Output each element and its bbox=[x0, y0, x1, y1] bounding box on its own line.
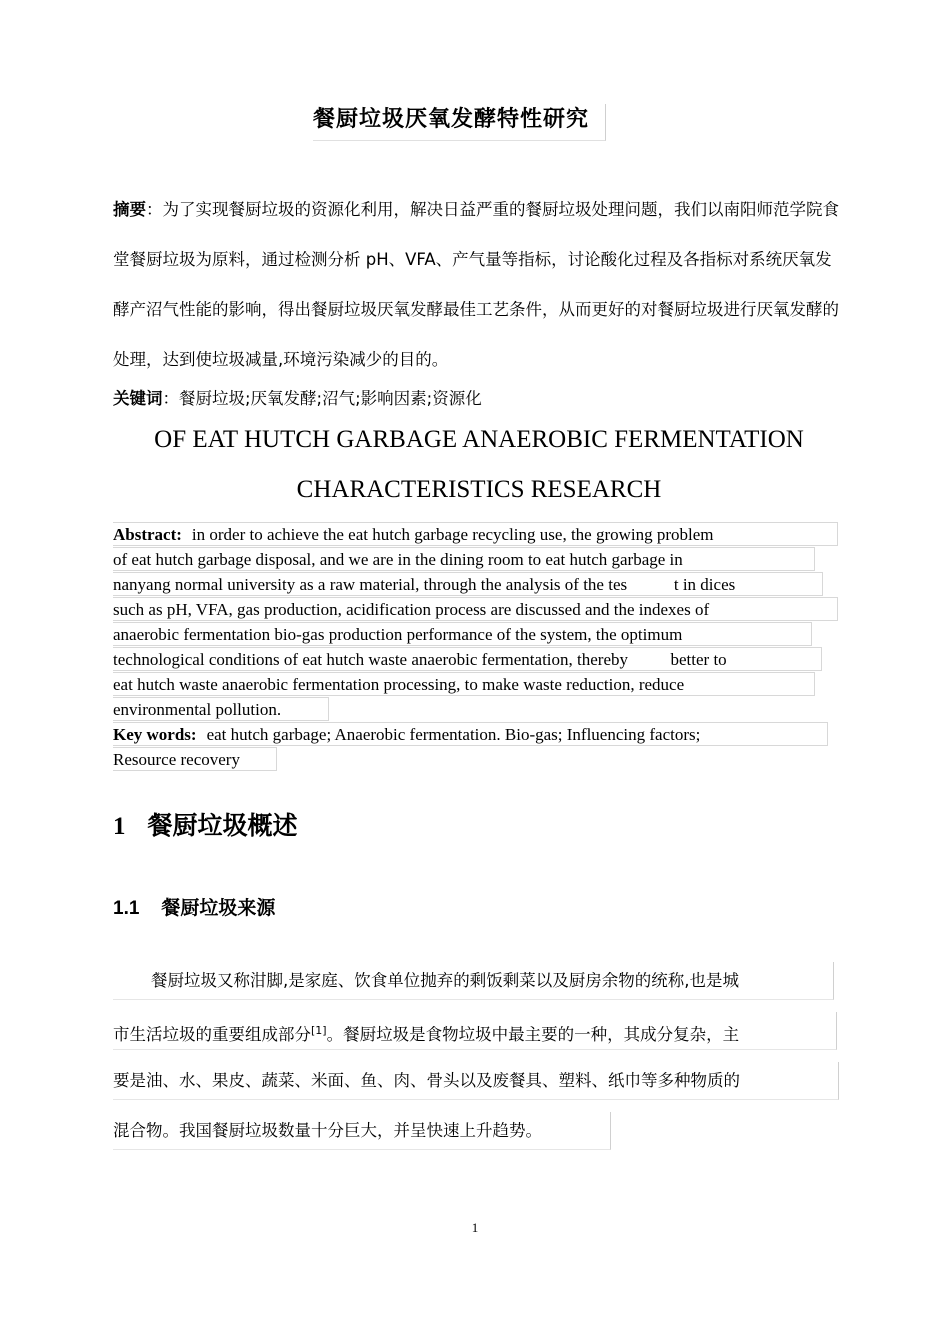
abstract-english-line: such as pH, VFA, gas production, acidification process are discussed and the indexes of bbox=[113, 597, 838, 621]
page-title-chinese: 餐厨垃圾厌氧发酵特性研究 bbox=[313, 104, 606, 141]
english-title-line-2: CHARACTERISTICS RESEARCH bbox=[296, 476, 662, 503]
paragraph-line: 混合物。我国餐厨垃圾数量十分巨大，并呈快速上升趋势。 bbox=[113, 1112, 611, 1150]
abstract-english-line: eat hutch waste anaerobic fermentation processing, to make waste reduction, reduce bbox=[113, 672, 815, 696]
keywords-chinese bbox=[113, 385, 482, 413]
abstract-text-chinese: 为了实现餐厨垃圾的资源化利用，解决日益严重的餐厨垃圾处理问题，我们以南阳师范学院食堂餐厨垃圾为原料，通过检测分析 pH、VFA、产气量等指标，讨论酸化过程及各指标对系统厌氧发酵产沼气性能的影响，得出餐厨垃圾厌氧发酵最佳工艺条件，从而更好的对餐厨垃圾进行厌氧发酵的处理，达到使垃圾减量,环境污染减少的目的。 bbox=[113, 200, 839, 369]
keywords-separator-chinese: ： bbox=[162, 389, 179, 408]
keywords-english-text: eat hutch garbage; Anaerobic fermentation. Bio-gas; Influencing factors; bbox=[206, 725, 701, 744]
english-title-line-1: OF EAT HUTCH GARBAGE ANAEROBIC FERMENTATION bbox=[154, 426, 804, 453]
abstract-separator-chinese: ： bbox=[146, 200, 163, 219]
section-heading-1 bbox=[113, 806, 298, 842]
abstract-english-line: of eat hutch garbage disposal, and we are in the dining room to eat hutch garbage in bbox=[113, 547, 815, 571]
subsection-number: 1.1 bbox=[113, 898, 140, 919]
abstract-english-line: technological conditions of eat hutch waste anaerobic fermentation, thereby better to bbox=[113, 647, 822, 671]
keywords-english-line: Resource recovery bbox=[113, 747, 277, 771]
abstract-label-chinese: 摘要 bbox=[113, 200, 146, 219]
citation-ref: [1] bbox=[311, 1024, 327, 1037]
abstract-english-line: anaerobic fermentation bio-gas production performance of the system, the optimum bbox=[113, 622, 812, 646]
paragraph-line: 餐厨垃圾又称泔脚,是家庭、饮食单位抛弃的剩饭剩菜以及厨房余物的统称,也是城 bbox=[113, 962, 834, 1000]
abstract-english-text: in order to achieve the eat hutch garbage recycling use, the growing problem bbox=[191, 525, 714, 544]
abstract-label-english: Abstract: bbox=[113, 525, 182, 544]
paragraph-text: 。餐厨垃圾是食物垃圾中最主要的一种，其成分复杂，主 bbox=[326, 1025, 740, 1044]
page-number: 1 bbox=[471, 1220, 479, 1235]
abstract-english-line bbox=[113, 522, 838, 546]
section-title: 餐厨垃圾概述 bbox=[147, 811, 298, 840]
abstract-english-line: environmental pollution. bbox=[113, 697, 329, 721]
section-number: 1 bbox=[113, 813, 126, 840]
keywords-english-line bbox=[113, 722, 828, 746]
keywords-label-english: Key words: bbox=[113, 725, 197, 744]
section-heading-1-1 bbox=[113, 893, 275, 920]
keywords-text-chinese: 餐厨垃圾;厌氧发酵;沼气;影响因素;资源化 bbox=[179, 389, 482, 408]
abstract-english-line: nanyang normal university as a raw material, through the analysis of the tes t in dices bbox=[113, 572, 823, 596]
paragraph-line: 要是油、水、果皮、蔬菜、米面、鱼、肉、骨头以及废餐具、塑料、纸巾等多种物质的 bbox=[113, 1062, 839, 1100]
abstract-chinese bbox=[113, 185, 843, 385]
paragraph-text: 市生活垃圾的重要组成部分 bbox=[113, 1025, 311, 1044]
paragraph-line bbox=[113, 1012, 837, 1050]
keywords-label-chinese: 关键词 bbox=[113, 389, 163, 408]
subsection-title: 餐厨垃圾来源 bbox=[161, 897, 276, 919]
